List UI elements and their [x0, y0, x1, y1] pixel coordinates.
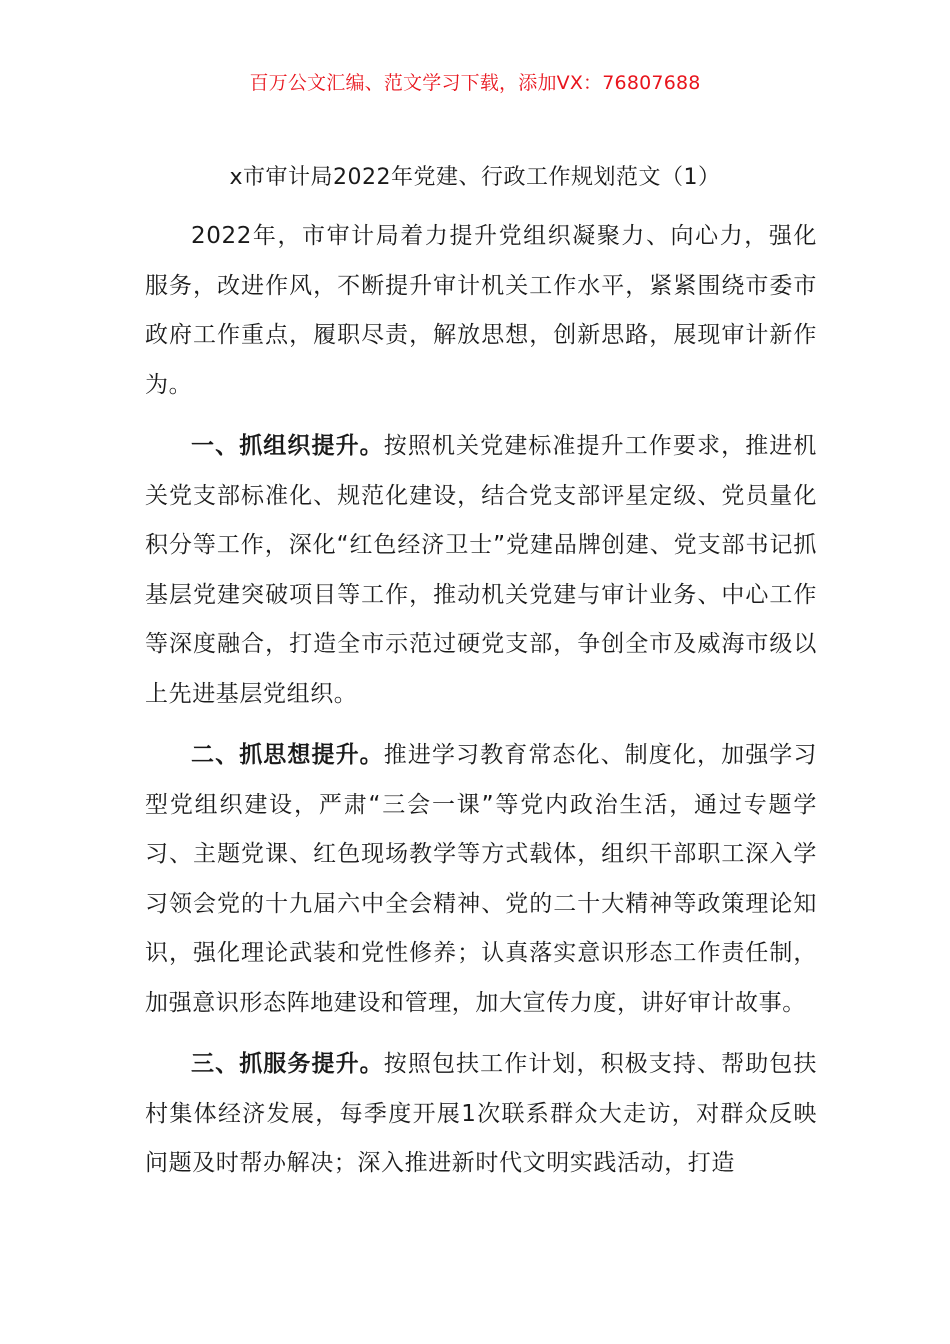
section-heading-1: 一、抓组织提升。 [191, 433, 384, 459]
section-paragraph-2 [145, 731, 817, 1028]
section-text-3: 按照包扶工作计划，积极支持、帮助包扶村集体经济发展，每季度开展1次联系群众大走访，对群众反映问题及时帮办解决；深入推进新时代文明实践活动，打造 [145, 1051, 817, 1176]
document-title: x市审计局2022年党建、行政工作规划范文（1） [229, 165, 721, 190]
document-body [145, 212, 817, 1201]
intro-paragraph: 2022年，市审计局着力提升党组织凝聚力、向心力，强化服务，改进作风，不断提升审计机关工作水平，紧紧围绕市委市政府工作重点，履职尽责，解放思想，创新思路，展现审计新作为。 [145, 223, 817, 398]
section-paragraph-1 [145, 422, 817, 719]
section-paragraph-3 [145, 1040, 817, 1189]
section-text-1: 按照机关党建标准提升工作要求，推进机关党支部标准化、规范化建设，结合党支部评星定级、党员量化积分等工作，深化“红色经济卫士”党建品牌创建、党支部书记抓基层党建突破项目等工作，推动机关党建与审计业务、中心工作等深度融合，打造全市示范过硬党支部，争创全市及威海市级以上先进基层党组织。 [145, 433, 817, 707]
section-text-2: 推进学习教育常态化、制度化，加强学习型党组织建设，严肃“三会一课”等党内政治生活，通过专题学习、主题党课、红色现场教学等方式载体，组织干部职工深入学习领会党的十九届六中全会精神、党的二十大精神等政策理论知识，强化理论武装和党性修养；认真落实意识形态工作责任制，加强意识形态阵地建设和管理，加大宣传力度，讲好审计故事。 [145, 742, 817, 1016]
section-heading-2: 二、抓思想提升。 [191, 742, 384, 768]
header-banner: 百万公文汇编、范文学习下载，添加VX：76807688 [249, 72, 701, 94]
section-heading-3: 三、抓服务提升。 [191, 1051, 384, 1077]
